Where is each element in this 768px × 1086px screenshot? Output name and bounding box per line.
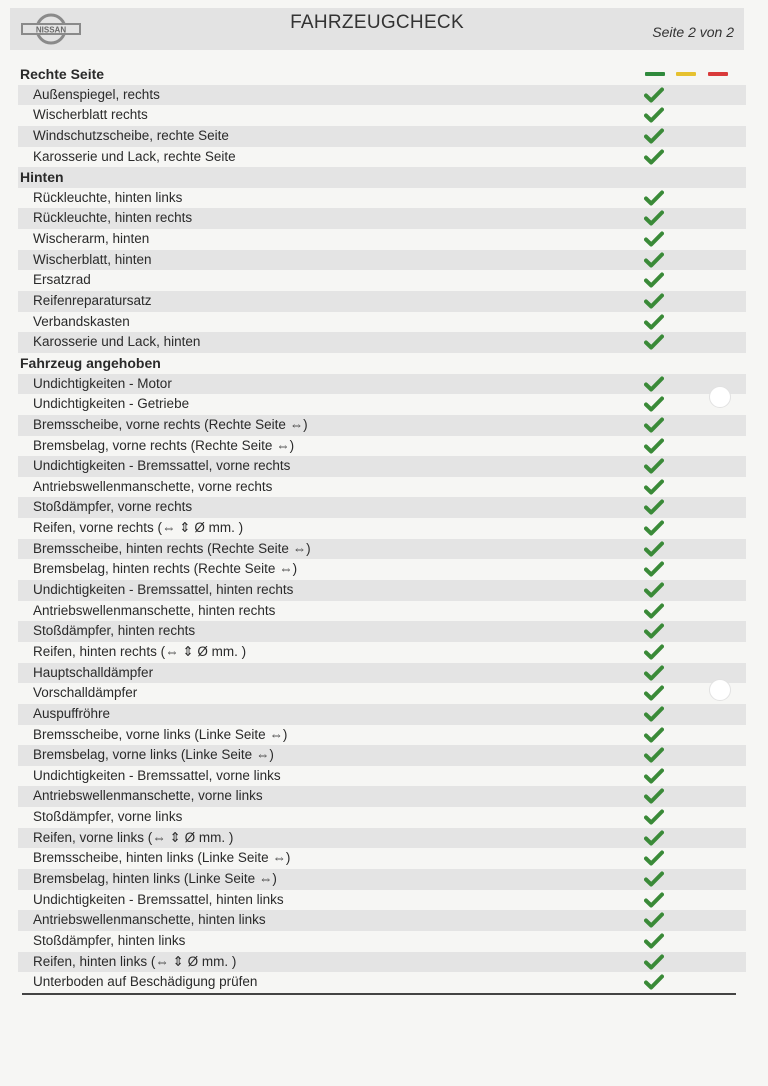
checklist-item xyxy=(18,208,746,229)
checklist-item xyxy=(18,642,746,663)
check-icon xyxy=(644,623,664,639)
checklist-item xyxy=(18,147,746,168)
checklist-item xyxy=(18,312,746,333)
check-icon xyxy=(644,809,664,825)
check-icon xyxy=(644,768,664,784)
item-label: Unterboden auf Beschädigung prüfen xyxy=(33,974,258,990)
item-label: Bremsscheibe, vorne rechts (Rechte Seite ⇔) xyxy=(33,416,308,432)
item-label: Antriebswellenmanschette, vorne rechts xyxy=(33,478,273,494)
check-icon xyxy=(644,706,664,722)
check-icon xyxy=(644,376,664,392)
checklist-item xyxy=(18,683,746,704)
checklist-item xyxy=(18,477,746,498)
checklist-item xyxy=(18,229,746,250)
checklist-item xyxy=(18,580,746,601)
item-label: Undichtigkeiten - Bremssattel, vorne links xyxy=(33,767,281,783)
section-heading xyxy=(18,64,746,85)
checklist-item xyxy=(18,786,746,807)
item-label: Rückleuchte, hinten links xyxy=(33,189,183,205)
item-label: Bremsscheibe, hinten rechts (Rechte Seite ⇔) xyxy=(33,540,311,556)
punch-hole xyxy=(709,386,731,408)
check-icon xyxy=(644,685,664,701)
item-label: Antriebswellenmanschette, hinten links xyxy=(33,912,266,928)
item-label: Stoßdämpfer, hinten rechts xyxy=(33,623,196,639)
logo-text: NISSAN xyxy=(35,25,67,35)
checklist-item xyxy=(18,436,746,457)
item-label: Reifen, vorne links (⇔ ⇕ Ø mm. ) xyxy=(33,829,234,845)
item-label: Reifen, vorne rechts (⇔ ⇕ Ø mm. ) xyxy=(33,520,244,536)
check-icon xyxy=(644,830,664,846)
item-label: Antriebswellenmanschette, vorne links xyxy=(33,788,263,804)
item-label: Stoßdämpfer, vorne rechts xyxy=(33,499,193,515)
check-icon xyxy=(644,210,664,226)
checklist-item xyxy=(18,704,746,725)
item-label: Rückleuchte, hinten rechts xyxy=(33,210,193,226)
checklist-item xyxy=(18,621,746,642)
check-icon xyxy=(644,128,664,144)
checklist-item xyxy=(18,828,746,849)
check-icon xyxy=(644,479,664,495)
check-icon xyxy=(644,314,664,330)
check-icon xyxy=(644,541,664,557)
check-icon xyxy=(644,892,664,908)
check-icon xyxy=(644,788,664,804)
item-label: Außenspiegel, rechts xyxy=(33,86,160,102)
item-label: Undichtigkeiten - Bremssattel, hinten links xyxy=(33,891,284,907)
item-label: Wischerarm, hinten xyxy=(33,231,150,247)
check-icon xyxy=(644,561,664,577)
item-label: Antriebswellenmanschette, hinten rechts xyxy=(33,602,276,618)
item-label: Stoßdämpfer, hinten links xyxy=(33,932,186,948)
check-icon xyxy=(644,272,664,288)
check-icon xyxy=(644,974,664,990)
item-label: Undichtigkeiten - Getriebe xyxy=(33,396,190,412)
check-icon xyxy=(644,747,664,763)
item-label: Reifen, hinten links (⇔ ⇕ Ø mm. ) xyxy=(33,953,237,969)
item-label: Bremsbelag, hinten links (Linke Seite ⇔) xyxy=(33,870,277,886)
item-label: Bremsscheibe, vorne links (Linke Seite ⇔) xyxy=(33,726,288,742)
check-icon xyxy=(644,396,664,412)
item-label: Karosserie und Lack, hinten xyxy=(33,334,201,350)
checklist-item xyxy=(18,931,746,952)
checklist-item xyxy=(18,910,746,931)
check-icon xyxy=(644,912,664,928)
checklist-item xyxy=(18,456,746,477)
checklist-item xyxy=(18,725,746,746)
checklist-item xyxy=(18,559,746,580)
checklist-item xyxy=(18,601,746,622)
checklist-item xyxy=(18,415,746,436)
check-icon xyxy=(644,334,664,350)
check-icon xyxy=(644,252,664,268)
check-icon xyxy=(644,107,664,123)
check-icon xyxy=(644,190,664,206)
checklist-item xyxy=(18,518,746,539)
section-heading xyxy=(18,167,746,188)
section-title: Rechte Seite xyxy=(20,66,105,82)
checklist-item xyxy=(18,126,746,147)
check-icon xyxy=(644,458,664,474)
section-heading xyxy=(18,353,746,374)
check-icon xyxy=(644,727,664,743)
check-icon xyxy=(644,582,664,598)
item-label: Bremsscheibe, hinten links (Linke Seite ⇔) xyxy=(33,850,291,866)
item-label: Undichtigkeiten - Motor xyxy=(33,375,172,391)
checklist-item xyxy=(18,972,746,993)
item-label: Undichtigkeiten - Bremssattel, hinten rechts xyxy=(33,582,294,598)
check-icon xyxy=(644,417,664,433)
check-icon xyxy=(644,871,664,887)
checklist-item xyxy=(18,869,746,890)
item-label: Auspuffröhre xyxy=(33,705,111,721)
item-label: Reifen, hinten rechts (⇔ ⇕ Ø mm. ) xyxy=(33,643,247,659)
section-title: Hinten xyxy=(20,169,64,186)
item-label: Bremsbelag, vorne rechts (Rechte Seite ⇔) xyxy=(33,437,295,453)
item-label: Windschutzscheibe, rechte Seite xyxy=(33,127,229,143)
page-number: Seite 2 von 2 xyxy=(652,24,734,40)
item-label: Hauptschalldämpfer xyxy=(33,664,154,680)
item-label: Stoßdämpfer, vorne links xyxy=(33,809,183,825)
item-label: Ersatzrad xyxy=(33,272,91,288)
item-label: Undichtigkeiten - Bremssattel, vorne rechts xyxy=(33,458,291,474)
checklist-item xyxy=(18,497,746,518)
item-label: Wischerblatt, hinten xyxy=(33,251,152,267)
checklist-item xyxy=(18,85,746,106)
item-label: Vorschalldämpfer xyxy=(33,685,138,701)
checklist-item xyxy=(18,890,746,911)
check-icon xyxy=(644,499,664,515)
check-icon xyxy=(644,603,664,619)
checklist-item xyxy=(18,374,746,395)
checklist-rows xyxy=(18,64,746,993)
check-icon xyxy=(644,87,664,103)
checklist-item xyxy=(18,332,746,353)
checklist-item xyxy=(18,848,746,869)
checklist-item xyxy=(18,952,746,973)
checklist-item xyxy=(18,766,746,787)
item-label: Wischerblatt rechts xyxy=(33,107,148,123)
item-label: Karosserie und Lack, rechte Seite xyxy=(33,148,236,164)
check-icon xyxy=(644,665,664,681)
check-icon xyxy=(644,293,664,309)
checklist-item xyxy=(18,745,746,766)
item-label: Reifenreparatursatz xyxy=(33,293,152,309)
checklist-item xyxy=(18,539,746,560)
item-label: Verbandskasten xyxy=(33,313,130,329)
checklist-item xyxy=(18,270,746,291)
table-bottom-line xyxy=(22,993,736,995)
check-icon xyxy=(644,850,664,866)
checklist-item xyxy=(18,663,746,684)
checklist-item xyxy=(18,105,746,126)
check-icon xyxy=(644,954,664,970)
item-label: Bremsbelag, vorne links (Linke Seite ⇔) xyxy=(33,747,274,763)
check-icon xyxy=(644,520,664,536)
item-label: Bremsbelag, hinten rechts (Rechte Seite ⇔) xyxy=(33,561,298,577)
check-icon xyxy=(644,231,664,247)
checklist-item xyxy=(18,250,746,271)
check-icon xyxy=(644,644,664,660)
header-bar xyxy=(10,8,744,50)
check-icon xyxy=(644,933,664,949)
punch-hole xyxy=(709,679,731,701)
check-icon xyxy=(644,149,664,165)
checklist-item xyxy=(18,291,746,312)
section-title: Fahrzeug angehoben xyxy=(20,354,161,371)
checklist-item xyxy=(18,188,746,209)
checklist-item xyxy=(18,394,746,415)
page-title: FAHRZEUGCHECK xyxy=(290,12,464,33)
checklist-item xyxy=(18,807,746,828)
check-icon xyxy=(644,438,664,454)
